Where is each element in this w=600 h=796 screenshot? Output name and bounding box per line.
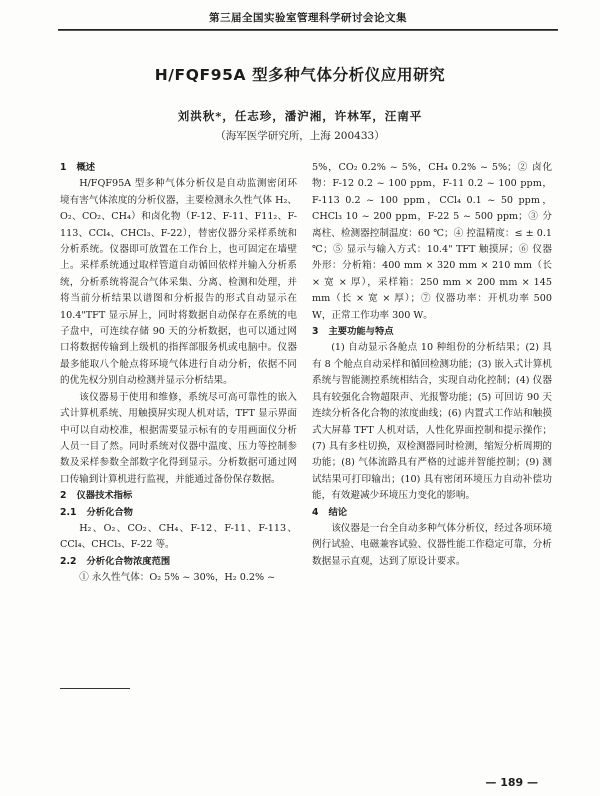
paragraph-maintenance: 该仪器易于使用和维修，系统尽可高可靠性的嵌入式计算机系统、用触摸屏实现人机对话，TFT 显示界面中可以自动校准，根据需要显示标有的专用画面仪分析人员一目了然。同时系统对仪器中温度、压力等控制参数及采样参数全部数字化得到显示。分析数据可通过网口传输到计算机进行监视，并能通过备份保存数据。 [60,391,297,485]
section-heading-4: 4 结论 [312,506,348,518]
affiliation: （海军医学研究所，上海 200433） [215,130,385,142]
left-column [60,160,297,587]
paragraph-compounds: H₂、O₂、CO₂、CH₄、F-12、F-11、F-113、CCl₄、CHCl₃、F-22 等。 [60,522,297,551]
page-number: — 189 — [485,776,538,789]
section-heading-2-1: 2.1 分析化合物 [60,506,133,518]
paragraph-features: (1) 自动显示各舱点 10 种组份的分析结果；(2) 具有 8 个舱点自动采样和循回检测功能；(3) 嵌入式计算机系统与智能测控系统相结合，实现自动化控制；(4) 仪器具有较强化合物超限声、光报警功能；(5) 可回访 90 天连续分析各化合物的浓度曲线；(6) 内置式工作站和触摸式大屏幕 TFT 人机对话，人性化界面控制和提示操作；(7) 具有多柱切换，双检测器同时检测，缩短分析周期的功能；(8) 气体流路具有严格的过滤并智能控制；(9) 测试结果可打印输出；(10) 具有密闭环境压力自动补偿功能，有效避减少环境压力变化的影响。 [312,342,552,502]
paragraph-range-continued: 5%，CO₂ 0.2% ~ 5%，CH₄ 0.2% ~ 5%；② 卤化物：F-12 0.2 ~ 100 ppm，F-11 0.2 ~ 100 ppm，F-113 0.2 ~ 100 ppm，CCl₄ 0.1 ~ 50 ppm，CHCl₃ 10 ~ 200 ppm，F-22 5 ~ 500 ppm；③ 分离柱、检测器控制温度：60 ℃；④ 控温精度：≤ ± 0.1 ℃；⑤ 显示与输入方式：10.4" TFT 触摸屏；⑥ 仪器外形：分析箱：400 mm × 320 mm × 210 mm（长 × 宽 × 厚），采样箱：250 mm × 200 mm × 145 mm（长 × 宽 × 厚）；⑦ 仪器功率：开机功率 500 W，正常工作功率 300 W。 [312,162,552,321]
paper-title: H/FQF95A 型多种气体分析仪应用研究 [154,66,446,84]
paragraph-overview: H/FQF95A 型多种气体分析仪是自动监测密闭环境有害气体浓度的分析仪器，主要检测永久性气体 H₂、O₂、CO₂、CH₄）和卤化物（F-12、F-11、F11₂、F-113、CCl₄、CHCl₃、F-22），替密仪器分采样系统和分析系统。仪器即可放置在工作台上，也可固定在墙壁上。采样系统通过取样管道自动循回依样并输入分析系统，分析系统将混合气体采集、分离、检测和处理，并将当前分析结果以谱图和分析报告的形式自动显示在 10.4"TFT 显示屏上，同时将数据自动保存在系统的电子盘中，可连续存储 90 天的分析数据，也可以通过网口将数据传输到上级机的指挥部服务机或电脑中。仪器最多能取八个舱点将环境气体进行自动分析，依据不同的优先权分别自动检测并显示分析结果。 [60,178,297,387]
author-list: 刘洪秋*，任志珍，潘沪湘，许林军，汪南平 [177,109,423,123]
paragraph-conclusion: 该仪器是一台全自动多种气体分析仪，经过各项环境例行试验、电磁兼容试验、仪器性能工作稳定可靠，分析数据显示直观，达到了原设计要求。 [312,522,552,567]
header-rule [58,30,558,31]
running-header: 第三届全国实验室管理科学研讨会论文集 [58,10,558,30]
section-heading-3: 3 主要功能与特点 [312,326,394,338]
footnote-rule [60,688,130,689]
section-heading-1: 1 概述 [60,162,96,173]
paragraph-range-start: ① 永久性气体：O₂ 5% ~ 30%，H₂ 0.2% ~ [79,572,276,584]
right-column [312,160,552,570]
section-heading-2-2: 2.2 分析化合物浓度范围 [60,555,171,567]
section-heading-2: 2 仪器技术指标 [60,490,133,502]
